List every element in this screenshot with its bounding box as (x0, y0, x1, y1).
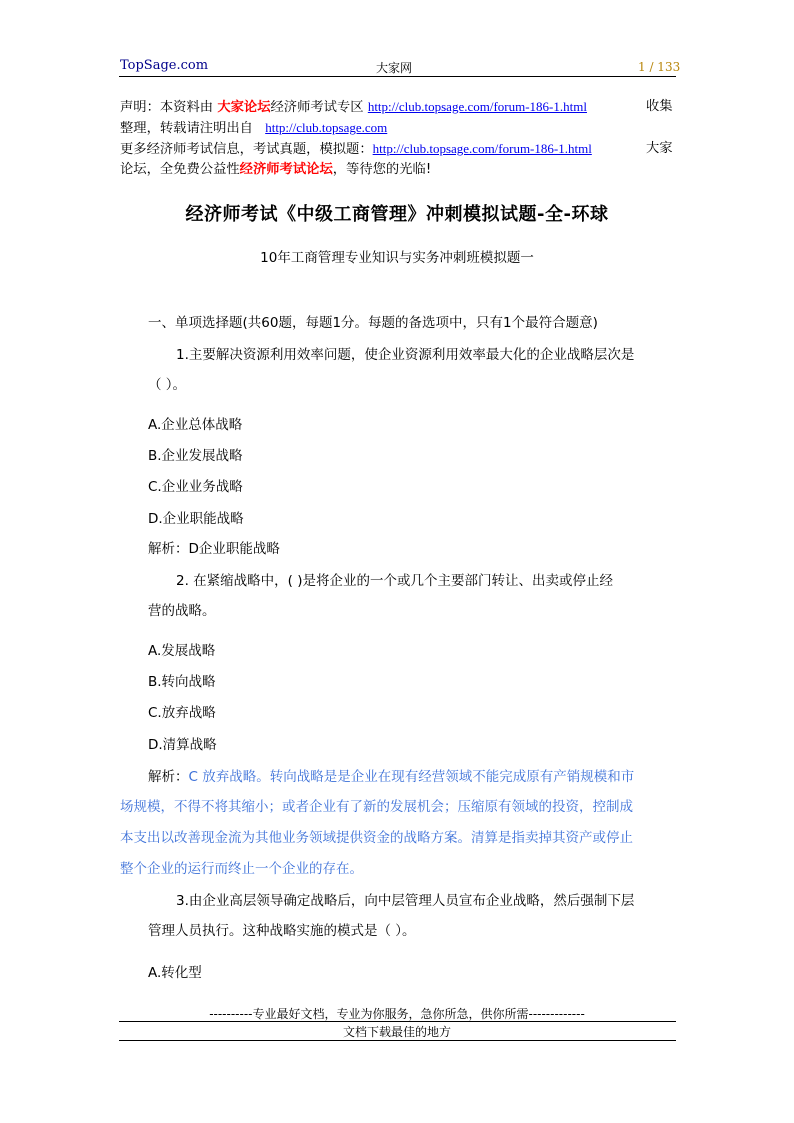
q2-option-a: A.发展战略 (148, 643, 216, 659)
page-title: 经济师考试《中级工商管理》冲刺模拟试题-全-环球 (185, 204, 609, 225)
q2-option-b: B.转向战略 (148, 674, 216, 690)
page-number: 1 / 133 (638, 60, 681, 74)
header-divider (119, 76, 676, 77)
q2-answer-line-2: 场规模，不得不将其缩小；或者企业有了新的发展机会；压缩原有领域的投资，控制成 (120, 799, 633, 815)
q2-answer-line-4: 整个企业的运行而终止一个企业的存在。 (120, 861, 363, 877)
q1-answer: 解析：D企业职能战略 (148, 541, 280, 557)
q1-stem-line-1: 1.主要解决资源利用效率问题，使企业资源利用效率最大化的企业战略层次是 (176, 347, 635, 363)
q3-stem-line-2: 管理人员执行。这种战略实施的模式是（ ）。 (148, 923, 416, 939)
q1-option-d: D.企业职能战略 (148, 511, 244, 527)
site-name[interactable]: TopSage.com (120, 58, 209, 73)
q1-option-a: A.企业总体战略 (148, 417, 243, 433)
q1-option-b: B.企业发展战略 (148, 448, 243, 464)
exam-forum-brand: 经济师考试论坛 (239, 162, 333, 177)
q3-stem-line-1: 3.由企业高层领导确定战略后，向中层管理人员宣布企业战略，然后强制下层 (176, 893, 635, 909)
footer-slogan: ----------专业最好文档，专业为你服务，急你所急，供你所需------------- (209, 1007, 585, 1021)
notice-line-3-end: 大家 (646, 141, 673, 156)
q2-stem-line-2: 营的战略。 (148, 603, 216, 619)
page-subtitle: 10年工商管理专业知识与实务冲刺班模拟题一 (260, 250, 534, 266)
q2-answer-line-1: 解析：C 放弃战略。转向战略是是企业在现有经营领域不能完成原有产销规模和市 (148, 769, 635, 785)
footer-tagline: 文档下载最佳的地方 (342, 1025, 451, 1039)
notice-line-4: 论坛，全免费公益性经济师考试论坛，等待您的光临! (120, 162, 432, 177)
notice-line-3: 更多经济师考试信息，考试真题，模拟题：http://club.topsage.com/forum-186-1.html (120, 141, 592, 157)
forum-brand: 大家论坛 (217, 100, 271, 115)
forum-link-2[interactable]: http://club.topsage.com/forum-186-1.html (372, 141, 592, 156)
notice-line-2: 整理，转载请注明出自 http://club.topsage.com (120, 120, 388, 136)
notice-line-1-end: 收集 (646, 99, 673, 114)
club-link[interactable]: http://club.topsage.com (265, 120, 388, 135)
footer-divider-top (119, 1021, 676, 1022)
notice-line-1: 声明：本资料由 大家论坛经济师考试专区 http://club.topsage.com/forum-186-1.html (120, 99, 587, 115)
footer-divider-bottom (119, 1040, 676, 1041)
q1-option-c: C.企业业务战略 (148, 479, 243, 495)
section-heading: 一、单项选择题(共60题，每题1分。每题的备选项中，只有1个最符合题意) (148, 315, 598, 331)
q1-stem-line-2: （ ）。 (148, 377, 187, 393)
q2-answer-line-3: 本支出以改善现金流为其他业务领域提供资金的战略方案。清算是指卖掉其资产或停止 (120, 830, 633, 846)
q2-option-c: C.放弃战略 (148, 705, 216, 721)
header-center-title: 大家网 (376, 61, 413, 75)
forum-link[interactable]: http://club.topsage.com/forum-186-1.html (367, 99, 587, 114)
q3-option-a: A.转化型 (148, 965, 202, 981)
q2-option-d: D.清算战略 (148, 737, 217, 753)
q2-stem-line-1: 2. 在紧缩战略中，( )是将企业的一个或几个主要部门转让、出卖或停止经 (176, 573, 613, 589)
